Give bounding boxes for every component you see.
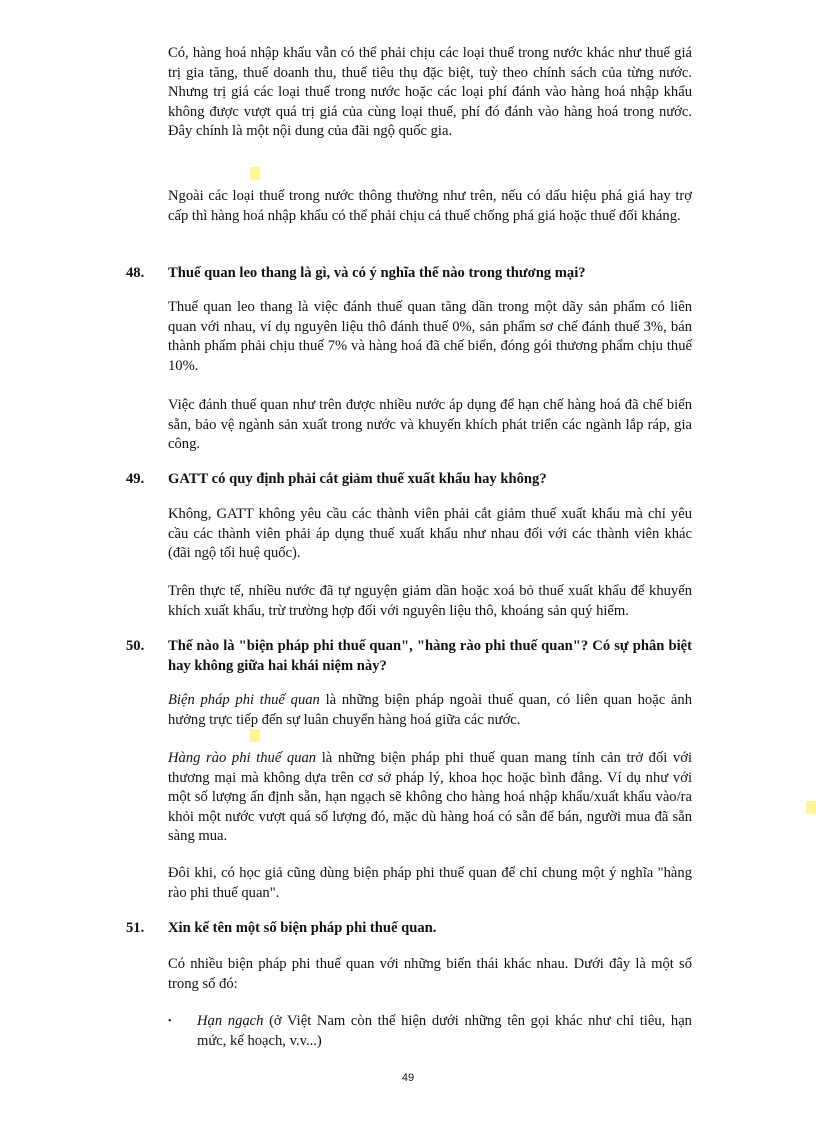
paragraph-non-tariff-measures [168, 691, 692, 730]
paragraph-tariff-escalation-use: Việc đánh thuế quan như trên được nhiều nước áp dụng để hạn chế hàng hoá đã chế biến sẵn, bảo vệ ngành sản xuất trong nước và khuyến khích phát triển các ngành lắp ráp, gia công. [168, 397, 692, 452]
heading-question-49 [126, 470, 692, 490]
definition-text: (ở Việt Nam còn thể hiện dưới những tên gọi khác như chỉ tiêu, hạn mức, kế hoạch, v.v...) [197, 1013, 692, 1049]
paragraph-voluntary-reduction: Trên thực tế, nhiều nước đã tự nguyện giảm dần hoặc xoá bỏ thuế xuất khẩu để khuyến khích xuất khẩu, trừ trường hợp đối với nguyên liệu thô, khoáng sản quý hiếm. [168, 583, 692, 619]
heading-question-50 [126, 637, 692, 676]
page-number: 49 [401, 1072, 415, 1084]
question-title: GATT có quy định phải cắt giảm thuế xuất khẩu hay không? [168, 471, 547, 487]
definition-text: là những biện pháp ngoài thuế quan, có liên quan hoặc ảnh hưởng trực tiếp đến sự luân chuyển hàng hoá giữa các nước. [168, 692, 692, 728]
definition-text: là những biện pháp phi thuế quan mang tính cản trở đối với thương mại mà không dựa trên cơ sở pháp lý, khoa học hoặc bình đẳng. Ví dụ như với một số lượng ấn định sẵn, hạn ngạch sẽ không cho hàng hoá nhập khẩu/xuất khẩu vào/ra khỏi một nước vượt quá số lượng đó, mặc dù hàng hoá có sẵn để bán, người mua đã sẵn sàng mua. [168, 750, 693, 844]
highlight-mark [250, 167, 260, 180]
paragraph-tariff-escalation: Thuế quan leo thang là việc đánh thuế quan tăng dần trong một dãy sản phẩm có liên quan với nhau, ví dụ nguyên liệu thô đánh thuế 0%, sản phẩm sơ chế đánh thuế 3%, bán thành phẩm phải chịu thuế 7% và hàng hoá đã chế biến, đóng gói thương phẩm chịu thuế 10%. [168, 299, 692, 374]
paragraph-non-tariff-barriers [168, 749, 692, 847]
highlight-mark [806, 801, 816, 814]
question-title: Thuế quan leo thang là gì, và có ý nghĩa thế nào trong thương mại? [168, 265, 586, 281]
highlight-mark [250, 729, 260, 742]
question-number: 49. [126, 471, 145, 487]
paragraph-gatt-export-tax: Không, GATT không yêu cầu các thành viên phải cắt giảm thuế xuất khẩu mà chỉ yêu cầu các thành viên phải áp dụng thuế xuất khẩu như nhau đối với các thành viên khác (đãi ngộ tối huệ quốc). [168, 506, 692, 561]
question-title: Xin kể tên một số biện pháp phi thuế quan. [168, 920, 437, 936]
list-item [168, 1012, 692, 1051]
bullet-marker: • [168, 1016, 172, 1027]
question-number: 48. [126, 265, 145, 281]
heading-question-48 [126, 264, 692, 284]
question-number: 51. [126, 920, 145, 936]
list-item-text [197, 1012, 692, 1051]
question-title: Thế nào là "biện pháp phi thuế quan", "hàng rào phi thuế quan"? Có sự phân biệt hay không giữa hai khái niệm này? [168, 638, 692, 674]
question-number: 50. [126, 638, 145, 654]
heading-question-51 [126, 919, 692, 939]
paragraph-scholars-usage: Đôi khi, có học giả cũng dùng biện pháp phi thuế quan để chỉ chung một ý nghĩa "hàng rào phi thuế quan". [168, 865, 692, 901]
paragraph-list-intro: Có nhiều biện pháp phi thuế quan với những biến thái khác nhau. Dưới đây là một số trong số đó: [168, 956, 692, 992]
term-italic: Biện pháp phi thuế quan [168, 692, 320, 708]
paragraph-antidumping: Ngoài các loại thuế trong nước thông thường như trên, nếu có dấu hiệu phá giá hay trợ cấp thì hàng hoá nhập khẩu có thể phải chịu cả thuế chống phá giá hoặc thuế đối kháng. [168, 188, 692, 224]
paragraph-domestic-taxes: Có, hàng hoá nhập khẩu vẫn có thể phải chịu các loại thuế trong nước khác như thuế giá trị gia tăng, thuế doanh thu, thuế tiêu thụ đặc biệt, tuỳ theo chính sách của từng nước. Nhưng trị giá các loại thuế trong nước hoặc các loại phí đánh vào hàng hoá nhập khẩu không được vượt quá trị giá của cùng loại thuế, phí đó đánh vào hàng hoá trong nước. Đây chính là một nội dung của đãi ngộ quốc gia. [168, 45, 692, 139]
term-italic: Hạn ngạch [197, 1013, 264, 1029]
term-italic: Hàng rào phi thuế quan [168, 750, 317, 766]
